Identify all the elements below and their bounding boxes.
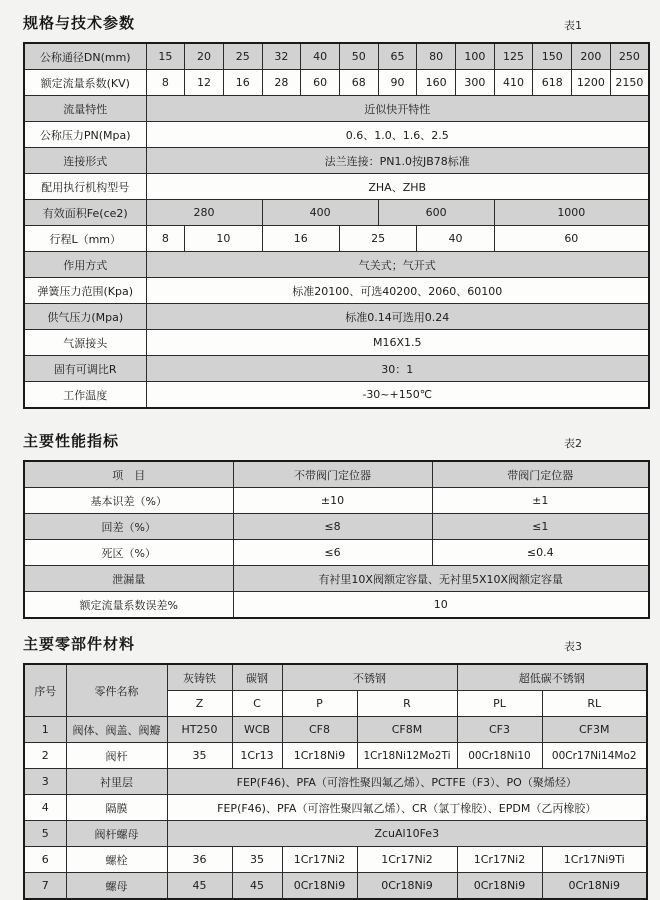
- performance-header-row: [24, 461, 649, 488]
- table-cell: 90: [378, 70, 417, 96]
- row-bolt: [24, 847, 647, 873]
- row-label: 额定流量系数误差%: [24, 592, 233, 619]
- table-cell: ±10: [233, 488, 432, 514]
- table-cell: 标准0.14可选用0.24: [146, 304, 649, 330]
- table-cell: 0Cr18Ni9: [357, 873, 457, 900]
- table-cell: 160: [417, 70, 456, 96]
- row-air-connector: [24, 330, 649, 356]
- table-cell: 1Cr17Ni2: [282, 847, 357, 873]
- row-label: 工作温度: [24, 382, 146, 409]
- row-label: 流量特性: [24, 96, 146, 122]
- row-body-bonnet-disc: [24, 717, 647, 743]
- row-valve-stem: [24, 743, 647, 769]
- row-label: 行程L（mm）: [24, 226, 146, 252]
- table-cell: ≤6: [233, 540, 432, 566]
- column-header-item: 项 目: [24, 461, 233, 488]
- row-label: 泄漏量: [24, 566, 233, 592]
- row-label: 配用执行机构型号: [24, 174, 146, 200]
- table-cell: 1200: [572, 70, 611, 96]
- column-code-z: Z: [167, 691, 232, 717]
- table-cell: FEP(F46)、PFA（可溶性聚四氟乙烯）、CR（氯丁橡胶）、EPDM（乙丙橡胶）: [167, 795, 647, 821]
- table-cell: 1Cr18Ni9: [282, 743, 357, 769]
- part-name: 阀体、阀盖、阀瓣: [66, 717, 167, 743]
- row-rangeability: [24, 356, 649, 382]
- section-materials: [23, 633, 660, 900]
- row-label: 供气压力(Mpa): [24, 304, 146, 330]
- table-cell: 50: [339, 43, 378, 70]
- column-code-pl: PL: [457, 691, 542, 717]
- row-label: 连接形式: [24, 148, 146, 174]
- materials-table: [23, 663, 648, 900]
- table-cell: 10: [185, 226, 262, 252]
- table-cell: ZcuAl10Fe3: [167, 821, 647, 847]
- table-cell: HT250: [167, 717, 232, 743]
- table-cell: 410: [494, 70, 533, 96]
- table-cell: 125: [494, 43, 533, 70]
- table-cell: 近似快开特性: [146, 96, 649, 122]
- row-label: 回差（%）: [24, 514, 233, 540]
- table3-tag: 表3: [564, 640, 582, 653]
- table-cell: 35: [167, 743, 232, 769]
- table-cell: WCB: [232, 717, 282, 743]
- table-cell: 25: [223, 43, 262, 70]
- column-header-number: 序号: [24, 664, 66, 717]
- row-flow-coefficient-error: [24, 592, 649, 619]
- table-cell: 00Cr18Ni10: [457, 743, 542, 769]
- table-cell: 60: [301, 70, 340, 96]
- table-cell: 16: [223, 70, 262, 96]
- row-nominal-pressure: [24, 122, 649, 148]
- row-hysteresis: [24, 514, 649, 540]
- table-cell: 250: [610, 43, 649, 70]
- row-dead-band: [24, 540, 649, 566]
- row-label: 额定流量系数(KV): [24, 70, 146, 96]
- column-header-carbon-steel: 碳钢: [232, 664, 282, 691]
- table-cell: 40: [301, 43, 340, 70]
- column-code-rl: RL: [542, 691, 647, 717]
- table-cell: 45: [232, 873, 282, 900]
- row-stroke: [24, 226, 649, 252]
- column-code-p: P: [282, 691, 357, 717]
- row-label: 基本识差（%）: [24, 488, 233, 514]
- section-specs: [23, 12, 660, 409]
- table-cell: 标准20100、可选40200、2060、60100: [146, 278, 649, 304]
- part-name: 螺栓: [66, 847, 167, 873]
- row-action-mode: [24, 252, 649, 278]
- row-label: 作用方式: [24, 252, 146, 278]
- column-header-stainless: 不锈钢: [282, 664, 457, 691]
- row-leakage: [24, 566, 649, 592]
- table-cell: 68: [339, 70, 378, 96]
- column-code-c: C: [232, 691, 282, 717]
- part-name: 螺母: [66, 873, 167, 900]
- row-nut: [24, 873, 647, 900]
- table-cell: ≤0.4: [432, 540, 649, 566]
- row-flow-characteristic: [24, 96, 649, 122]
- table-cell: 280: [146, 200, 262, 226]
- table-cell: 15: [146, 43, 185, 70]
- column-header-with-positioner: 带阀门定位器: [432, 461, 649, 488]
- table2-tag: 表2: [564, 437, 582, 450]
- row-number: 5: [24, 821, 66, 847]
- performance-table: [23, 460, 650, 619]
- section-specs-header: [23, 12, 648, 33]
- column-header-part-name: 零件名称: [66, 664, 167, 717]
- table-cell: 100: [456, 43, 495, 70]
- materials-header-row-1: [24, 664, 647, 691]
- table-cell: 32: [262, 43, 301, 70]
- table-cell: ≤1: [432, 514, 649, 540]
- table-cell: 0.6、1.0、1.6、2.5: [146, 122, 649, 148]
- section-materials-header: [23, 633, 648, 654]
- table-cell: 28: [262, 70, 301, 96]
- row-label: 弹簧压力范围(Kpa): [24, 278, 146, 304]
- row-label: 公称压力PN(Mpa): [24, 122, 146, 148]
- table-cell: 25: [339, 226, 416, 252]
- column-header-without-positioner: 不带阀门定位器: [233, 461, 432, 488]
- table-cell: 618: [533, 70, 572, 96]
- table-cell: 20: [185, 43, 224, 70]
- table-cell: CF3: [457, 717, 542, 743]
- row-label: 气源接头: [24, 330, 146, 356]
- table-cell: 1Cr13: [232, 743, 282, 769]
- part-name: 阀杆: [66, 743, 167, 769]
- row-working-temperature: [24, 382, 649, 409]
- table-cell: 法兰连接：PN1.0按JB78标准: [146, 148, 649, 174]
- table-cell: 35: [232, 847, 282, 873]
- table-cell: 45: [167, 873, 232, 900]
- table-cell: 1Cr17Ni2: [457, 847, 542, 873]
- table-cell: 40: [417, 226, 494, 252]
- materials-title: 主要零部件材料: [23, 635, 136, 653]
- row-spring-pressure-range: [24, 278, 649, 304]
- row-number: 3: [24, 769, 66, 795]
- table-cell: ≤8: [233, 514, 432, 540]
- row-number: 4: [24, 795, 66, 821]
- table-cell: 2150: [610, 70, 649, 96]
- table-cell: 0Cr18Ni9: [457, 873, 542, 900]
- table1-tag: 表1: [564, 19, 582, 32]
- table-cell: 300: [456, 70, 495, 96]
- row-label: 有效面积Fe(ce2): [24, 200, 146, 226]
- table-cell: 1Cr17Ni2: [357, 847, 457, 873]
- table-cell: 0Cr18Ni9: [542, 873, 647, 900]
- row-supply-pressure: [24, 304, 649, 330]
- table-cell: CF3M: [542, 717, 647, 743]
- row-label: 公称通径DN(mm): [24, 43, 146, 70]
- performance-title: 主要性能指标: [23, 432, 120, 450]
- row-label: 固有可调比R: [24, 356, 146, 382]
- table-cell: ±1: [432, 488, 649, 514]
- table-cell: 0Cr18Ni9: [282, 873, 357, 900]
- row-basic-error: [24, 488, 649, 514]
- page-title: 规格与技术参数: [23, 14, 136, 32]
- table-cell: 1Cr17Ni9Ti: [542, 847, 647, 873]
- table-cell: 有衬里10X阀额定容量、无衬里5X10X阀额定容量: [233, 566, 649, 592]
- row-number: 7: [24, 873, 66, 900]
- row-flow-coefficient: [24, 70, 649, 96]
- table-cell: 12: [185, 70, 224, 96]
- row-stem-nut: [24, 821, 647, 847]
- row-actuator-model: [24, 174, 649, 200]
- part-name: 隔膜: [66, 795, 167, 821]
- table-cell: 150: [533, 43, 572, 70]
- table-cell: 30：1: [146, 356, 649, 382]
- table-cell: CF8: [282, 717, 357, 743]
- row-connection-type: [24, 148, 649, 174]
- table-cell: 00Cr17Ni14Mo2: [542, 743, 647, 769]
- table-cell: 600: [378, 200, 494, 226]
- row-number: 6: [24, 847, 66, 873]
- table-cell: M16X1.5: [146, 330, 649, 356]
- table-cell: ZHA、ZHB: [146, 174, 649, 200]
- column-code-r: R: [357, 691, 457, 717]
- row-label: 死区（%）: [24, 540, 233, 566]
- column-header-ultra-low-carbon: 超低碳不锈钢: [457, 664, 647, 691]
- table-cell: CF8M: [357, 717, 457, 743]
- table-cell: 400: [262, 200, 378, 226]
- section-performance: [23, 430, 660, 619]
- table-cell: 200: [572, 43, 611, 70]
- table-cell: 16: [262, 226, 339, 252]
- table-cell: 气关式；气开式: [146, 252, 649, 278]
- part-name: 衬里层: [66, 769, 167, 795]
- table-cell: -30~+150℃: [146, 382, 649, 409]
- table-cell: 1000: [494, 200, 649, 226]
- specs-table: [23, 42, 650, 409]
- row-effective-area: [24, 200, 649, 226]
- table-cell: 80: [417, 43, 456, 70]
- row-nominal-diameter: [24, 43, 649, 70]
- row-lining-layer: [24, 769, 647, 795]
- row-number: 2: [24, 743, 66, 769]
- table-cell: 8: [146, 226, 185, 252]
- table-cell: 36: [167, 847, 232, 873]
- table-cell: 60: [494, 226, 649, 252]
- table-cell: 65: [378, 43, 417, 70]
- section-performance-header: [23, 430, 648, 451]
- part-name: 阀杆螺母: [66, 821, 167, 847]
- table-cell: 1Cr18Ni12Mo2Ti: [357, 743, 457, 769]
- row-diaphragm: [24, 795, 647, 821]
- table-cell: FEP(F46)、PFA（可溶性聚四氟乙烯）、PCTFE（F3）、PO（聚烯烃）: [167, 769, 647, 795]
- column-header-gray-iron: 灰铸铁: [167, 664, 232, 691]
- table-cell: 8: [146, 70, 185, 96]
- row-number: 1: [24, 717, 66, 743]
- table-cell: 10: [233, 592, 649, 619]
